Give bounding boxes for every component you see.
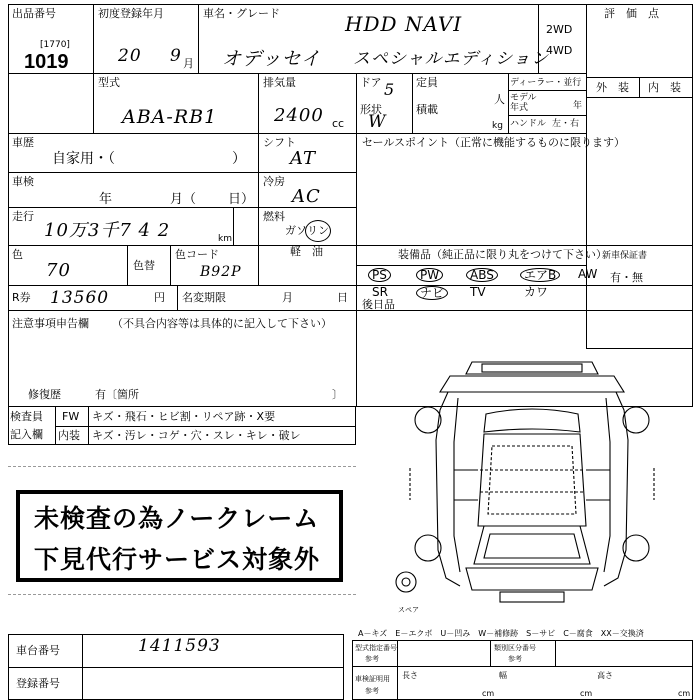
capacity-unit: 人 [494,93,505,106]
equipment-item: ABS [466,268,498,282]
stamp-line-2: 下見代行サービス対象外 [34,545,321,574]
aircon-value: AC [292,186,321,207]
warranty-value: 有・無 [610,271,643,284]
handle-value: 左・右 [552,119,580,129]
dealer-label: ディーラー・並行 [510,78,582,88]
history-label: 車歴 [12,136,34,149]
name-change-day: 日 [337,291,348,304]
chassis-number: 1411593 [138,636,221,656]
displacement-value: 2400 [274,105,324,126]
model-year-unit: 年 [573,101,583,111]
fw-text: キズ・飛石・ヒビ割・リペア跡・X要 [92,410,276,423]
grade-text: HDD NAVI [345,12,463,36]
length-unit: cm [482,689,495,698]
class-number-ref: 参考 [508,655,522,663]
car-name-label: 車名・グレード [203,7,280,20]
interior-label: 内 装 [648,81,681,94]
drive-2wd: 2WD [546,23,573,36]
shift-label: シフト [263,136,296,149]
name-change-month: 月 [282,291,293,304]
equipment-item: PS [368,268,391,282]
fuel-diesel: 軽 油 [290,245,323,258]
damage-legend: A－キズ E－エクボ U－凹み W－補修跡 S－サビ C－腐食 XX－交換済 [358,629,644,638]
recycle-label: R券 [12,291,31,304]
inspection-label: 車検 [12,175,34,188]
equipment-item: PW [416,268,443,282]
inspector-label-2: 記入欄 [10,428,43,441]
height-label: 高さ [597,671,613,680]
lot-number: 1019 [24,51,69,73]
shape-value: W [368,112,387,132]
first-registration-month: 9 [170,46,182,66]
exterior-label: 外 装 [596,81,629,94]
history-value: 自家用・（ [52,151,115,167]
repair-close: 〕 [332,388,343,401]
color-code-value: B92P [200,264,242,280]
caution-label: 注意事項申告欄 [12,317,89,330]
inspection-day: 日） [228,192,255,207]
car-left-side [410,392,460,586]
km-unit: km [218,234,232,244]
aircon-label: 冷房 [263,175,285,188]
model-spec-label: 型式指定番号 [355,644,397,652]
mileage-label: 走行 [12,210,34,223]
width-label: 幅 [499,671,507,680]
model-year-label2: 年式 [510,103,529,113]
drive-4wd: 4WD [546,44,573,57]
history-close: ） [232,151,246,167]
after-date-label: 後日品 [362,298,395,311]
car-name: オデッセイ [222,48,322,70]
car-front-view [440,362,624,392]
equipment-label: 装備品（純正品に限り丸をつけて下さい） [398,248,607,261]
mileage-value: 10万3千7 4 2 [44,220,171,241]
fw-label: FW [62,410,80,423]
spare-label: スペア [398,606,419,614]
color-code-label: 色コード [175,248,219,261]
inspection-year: 年 [99,192,113,207]
equipment-item: ナビ [416,286,448,300]
fuel-circle [305,220,331,242]
fuel-gasoline: ガソリン [285,224,329,237]
stamp-line-1: 未検査の為ノークレーム [34,504,320,533]
cert-ref: 参考 [365,687,379,695]
repair-value: 有〔箇所 [95,388,139,401]
first-registration-year: 20 [118,46,142,66]
recycle-value: 13560 [50,288,110,308]
warranty-label: 新車保証書 [602,251,648,261]
name-change-label: 名変期限 [182,291,226,304]
interior-check-label: 内装 [58,429,80,442]
equipment-item: SR [372,285,388,299]
handle-label: ハンドル [510,119,547,129]
equipment-item: エアB [520,268,560,282]
sales-point-label: セールスポイント（正常に機能するものに限ります） [362,136,626,149]
equipment-item: TV [470,285,486,299]
lot-code: [1770] [40,40,70,50]
month-unit: 月 [183,57,194,70]
registration-label: 登録番号 [16,677,60,690]
color-value: 70 [46,260,71,281]
fuel-label: 燃料 [263,210,285,223]
rating-label: 評 価 点 [604,7,659,20]
load-label: 積載 [416,103,438,116]
door-label: ドア [360,76,382,89]
lot-number-label: 出品番号 [12,7,56,20]
door-value: 5 [384,80,396,99]
equipment-item: AW [578,267,598,281]
inspector-label-1: 検査員 [10,410,43,423]
load-unit: kg [492,121,503,131]
equipment-item: カワ [524,285,549,299]
car-right-side [604,392,654,586]
car-damage-diagram [380,350,685,615]
car-roof-top [478,409,586,526]
interior-check-text: キズ・汚レ・コゲ・穴・スレ・キレ・破レ [92,429,301,442]
displacement-label: 排気量 [263,76,296,89]
class-number-label: 類別区分番号 [494,644,536,652]
repaint-label: 色替 [133,259,155,272]
edition-text: スペシャルエディション [353,49,549,69]
car-rear-view [466,526,598,602]
cc-unit: cc [332,117,345,130]
shift-value: AT [290,148,317,169]
spare-tire-icon [396,572,416,592]
chassis-label: 車台番号 [16,644,60,657]
car-doors [454,470,610,500]
caution-hint: （不具合内容等は具体的に記入して下さい） [112,317,332,330]
color-label: 色 [12,248,23,261]
shape-label: 形状 [360,103,382,116]
model-year-label: モデル [510,93,537,103]
capacity-label: 定員 [416,76,438,89]
rating-box [586,4,693,349]
model-value: ABA-RB1 [122,106,218,128]
width-unit: cm [580,689,593,698]
model-label: 型式 [98,76,120,89]
first-registration-label: 初度登録年月 [98,7,164,20]
inspection-month: 月（ [170,192,197,207]
length-label: 長さ [402,671,418,680]
model-spec-ref: 参考 [365,655,379,663]
yen-unit: 円 [154,291,165,304]
repair-label: 修復歴 [28,388,61,401]
height-unit: cm [678,689,691,698]
cert-label: 車検証明用 [355,675,390,683]
